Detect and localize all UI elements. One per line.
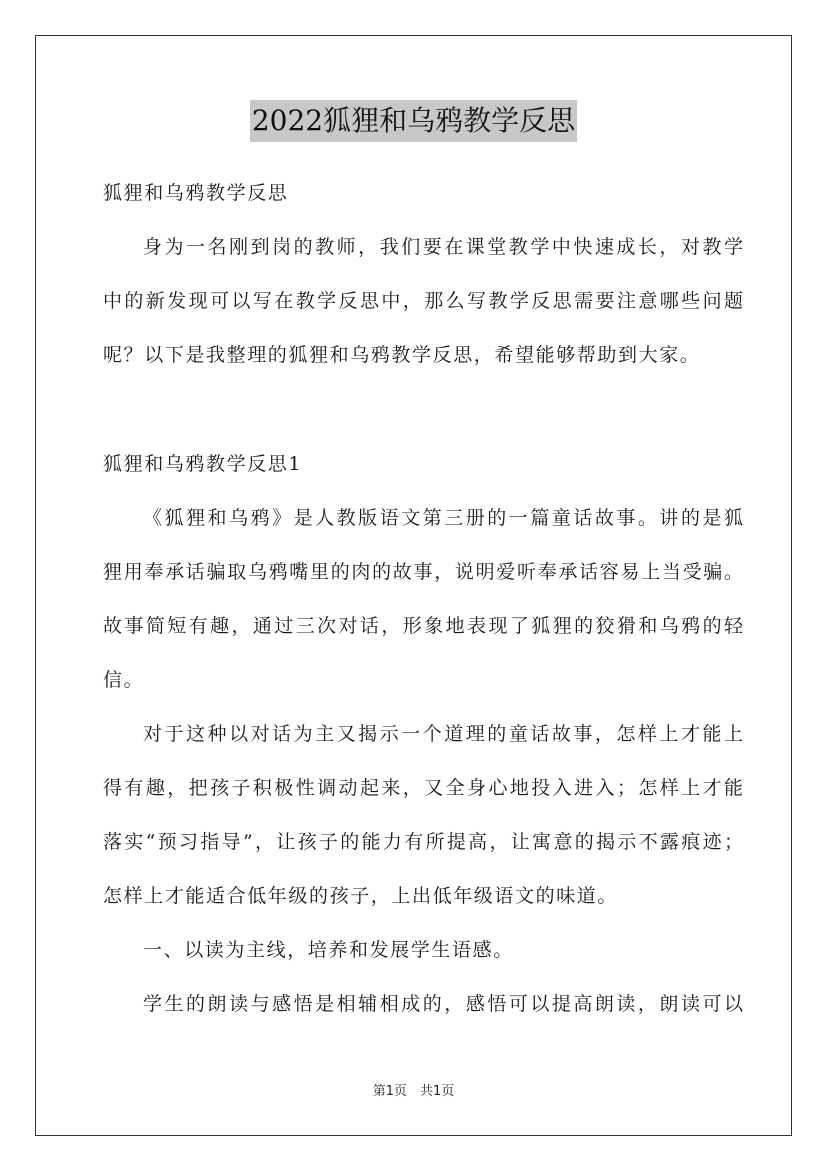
para1-line-3: 故事简短有趣，通过三次对话，形象地表现了狐狸的狡猾和乌鸦的轻 xyxy=(103,615,743,637)
document-title: 2022狐狸和乌鸦教学反思 xyxy=(250,100,577,142)
intro-line-2: 中的新发现可以写在教学反思中，那么写教学反思需要注意哪些问题 xyxy=(103,290,743,312)
intro-line-3: 呢？以下是我整理的狐狸和乌鸦教学反思，希望能够帮助到大家。 xyxy=(103,344,701,366)
para2-line-4: 怎样上才能适合低年级的孩子，上出低年级语文的味道。 xyxy=(103,885,619,907)
para1-line-2: 狸用奉承话骗取乌鸦嘴里的肉的故事，说明爱听奉承话容易上当受骗。 xyxy=(103,561,743,583)
document-subtitle: 狐狸和乌鸦教学反思 xyxy=(103,182,289,204)
page-footer: 第1页 共1页 xyxy=(372,1084,455,1099)
para1-line-1: 《狐狸和乌鸦》是人教版语文第三册的一篇童话故事。讲的是狐 xyxy=(143,507,743,529)
para2-line-2: 得有趣，把孩子积极性调动起来，又全身心地投入进入；怎样上才能 xyxy=(103,777,743,799)
section-heading: 狐狸和乌鸦教学反思1 xyxy=(103,453,303,475)
title-container xyxy=(0,100,827,142)
point-1: 一、以读为主线，培养和发展学生语感。 xyxy=(143,939,514,961)
para3-line-1: 学生的朗读与感悟是相辅相成的，感悟可以提高朗读，朗读可以 xyxy=(143,993,743,1015)
para2-line-1: 对于这种以对话为主又揭示一个道理的童话故事，怎样上才能上 xyxy=(143,723,743,745)
para2-line-3: 落实“预习指导”，让孩子的能力有所提高，让寓意的揭示不露痕迹； xyxy=(103,831,743,853)
intro-line-1: 身为一名刚到岗的教师，我们要在课堂教学中快速成长，对教学 xyxy=(143,236,743,258)
para1-line-4: 信。 xyxy=(103,669,145,691)
